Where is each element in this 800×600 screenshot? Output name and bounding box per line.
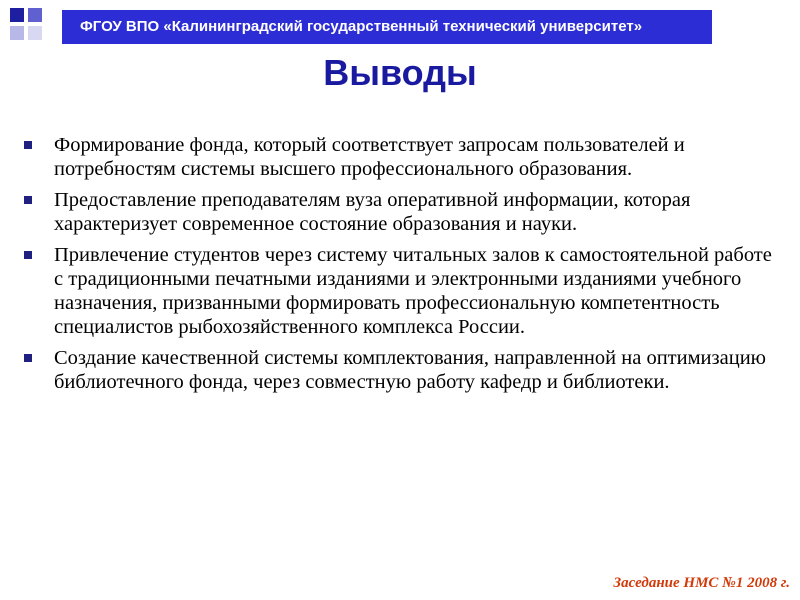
bullet-list bbox=[20, 133, 780, 401]
bullet-item bbox=[20, 188, 780, 236]
header-org-text: ФГОУ ВПО «Калининградский государственный технический университет» bbox=[80, 18, 643, 35]
square-pale bbox=[28, 26, 42, 40]
square-light bbox=[10, 26, 24, 40]
square-bullet-icon bbox=[24, 251, 32, 259]
bullet-item bbox=[20, 346, 780, 394]
square-bullet-icon bbox=[24, 141, 32, 149]
bullet-text: Формирование фонда, который соответствует запросам пользователей и потребностям системы высшего профессионального образования. bbox=[54, 134, 685, 180]
bullet-text: Предоставление преподавателям вуза оперативной информации, которая характеризует современное состояние образования и науки. bbox=[54, 189, 691, 235]
square-bullet-icon bbox=[24, 196, 32, 204]
footer-meeting-note: Заседание НМС №1 2008 г. bbox=[613, 575, 790, 591]
square-mid bbox=[28, 8, 42, 22]
bullet-item bbox=[20, 243, 780, 339]
decorative-squares bbox=[0, 0, 60, 60]
slide-title: Выводы bbox=[323, 52, 477, 93]
bullet-item bbox=[20, 133, 780, 181]
bullet-text: Привлечение студентов через систему читальных залов к самостоятельной работе с традиционными печатными изданиями и электронными изданиями учебного назначения, призванными формировать профессиональную компетентность специалистов рыбохозяйственного комплекса России. bbox=[54, 244, 772, 338]
square-bullet-icon bbox=[24, 354, 32, 362]
square-dark bbox=[10, 8, 24, 22]
bullet-text: Создание качественной системы комплектования, направленной на оптимизацию библиотечного фонда, через совместную работу кафедр и библиотеки. bbox=[54, 347, 766, 393]
header-bar bbox=[62, 10, 712, 44]
